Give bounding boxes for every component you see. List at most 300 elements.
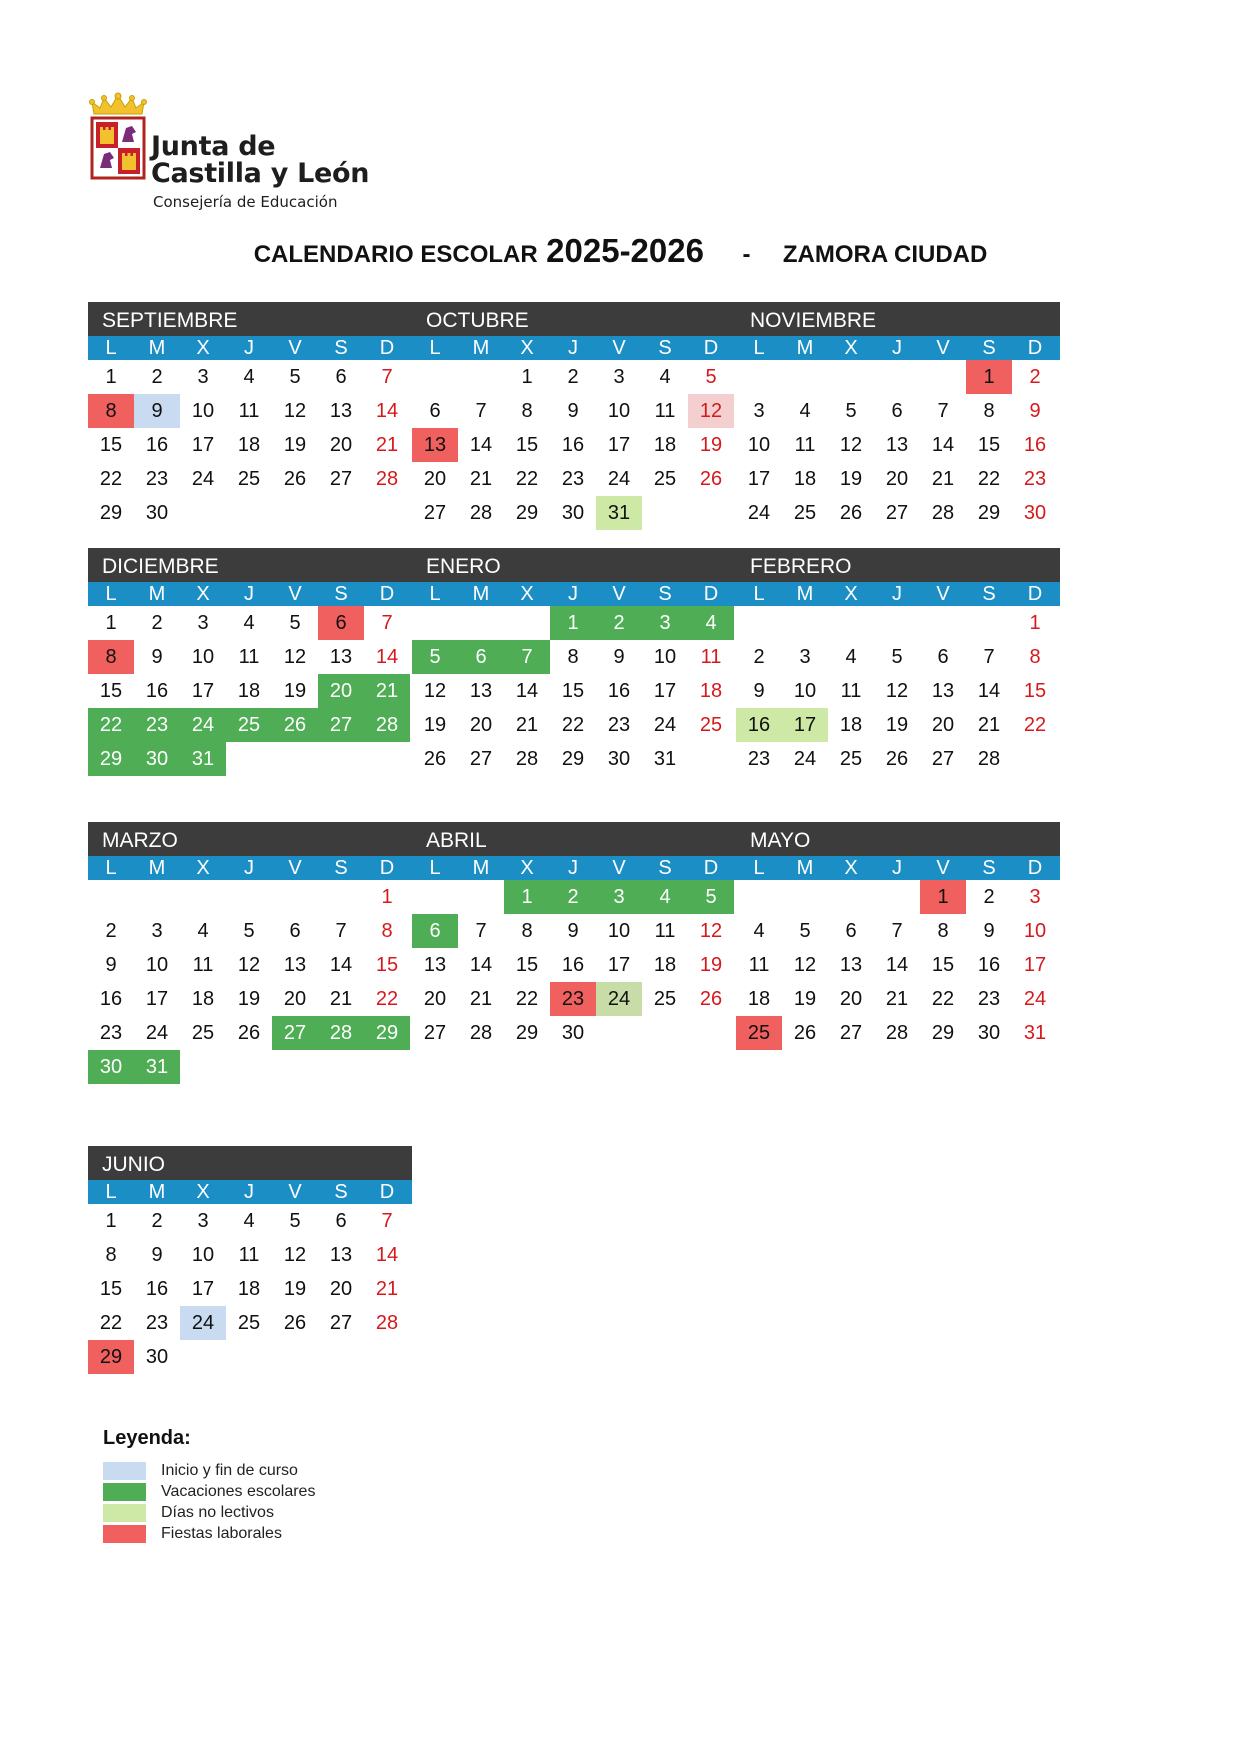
day-cell: 28 [885, 1021, 909, 1044]
day-grid [412, 606, 736, 776]
day-cell: 11 [840, 679, 862, 702]
day-cell: 23 [747, 747, 771, 770]
day-cell: 18 [653, 953, 677, 976]
day-cell: 31 [653, 747, 677, 770]
day-cell: 7 [983, 645, 995, 668]
day-cell: 25 [226, 708, 272, 742]
weekday-label: M [796, 337, 814, 359]
empty-cell [920, 360, 966, 394]
day-cell: 7 [475, 919, 487, 942]
weekday-label: S [658, 337, 672, 359]
weekday-label: D [379, 583, 395, 605]
day-cell: 12 [699, 919, 723, 942]
day-cell: 25 [191, 1021, 215, 1044]
legend-swatch [103, 1525, 146, 1543]
empty-cell [226, 880, 272, 914]
weekday-label: M [472, 337, 490, 359]
day-cell: 3 [613, 365, 625, 388]
weekday-label: D [379, 1181, 395, 1203]
day-cell: 1 [1029, 611, 1041, 634]
month-marzo [88, 822, 412, 1084]
day-cell: 9 [105, 953, 117, 976]
day-cell: 4 [243, 611, 255, 634]
month-enero [412, 548, 736, 776]
day-cell: 7 [475, 399, 487, 422]
weekday-label: J [244, 583, 254, 605]
day-cell: 25 [793, 501, 817, 524]
month-name: JUNIO [88, 1146, 412, 1180]
day-cell: 14 [375, 399, 399, 422]
day-cell: 15 [515, 433, 539, 456]
day-cell: 1 [105, 611, 117, 634]
day-cell: 19 [283, 1277, 307, 1300]
day-cell: 3 [197, 1209, 209, 1232]
day-cell: 31 [180, 742, 226, 776]
day-cell: 12 [885, 679, 909, 702]
day-cell: 8 [105, 1243, 117, 1266]
day-cell: 26 [699, 987, 723, 1010]
day-cell: 2 [596, 606, 642, 640]
day-cell: 7 [335, 919, 347, 942]
day-cell: 8 [88, 394, 134, 428]
weekday-label: L [105, 583, 117, 605]
day-cell: 2 [753, 645, 765, 668]
day-cell: 11 [238, 645, 260, 668]
day-cell: 15 [515, 953, 539, 976]
day-cell: 31 [596, 496, 642, 530]
empty-cell [458, 880, 504, 914]
day-cell: 19 [283, 433, 307, 456]
day-cell: 9 [134, 394, 180, 428]
weekday-label: V [612, 337, 626, 359]
weekday-label: V [612, 857, 626, 879]
day-cell: 13 [931, 679, 955, 702]
day-cell: 11 [654, 919, 676, 942]
day-cell: 4 [243, 365, 255, 388]
day-cell: 21 [515, 713, 539, 736]
day-cell: 8 [521, 919, 533, 942]
weekday-label: X [196, 857, 210, 879]
day-cell: 23 [550, 982, 596, 1016]
month-mayo [736, 822, 1060, 1050]
day-cell: 7 [937, 399, 949, 422]
title-years: 2025-2026 [546, 232, 704, 269]
weekday-label: X [196, 1181, 210, 1203]
empty-cell [736, 606, 782, 640]
weekday-label: J [568, 583, 578, 605]
day-cell: 28 [977, 747, 1001, 770]
org-name-line1: Junta de [151, 131, 276, 162]
day-cell: 2 [151, 365, 163, 388]
day-cell: 5 [289, 365, 301, 388]
day-cell: 11 [794, 433, 816, 456]
day-cell: 20 [318, 674, 364, 708]
day-cell: 1 [105, 1209, 117, 1232]
title-prefix: CALENDARIO ESCOLAR [253, 241, 538, 268]
day-cell: 31 [1023, 1021, 1047, 1044]
day-cell: 28 [375, 467, 399, 490]
day-cell: 27 [469, 747, 493, 770]
day-cell: 2 [105, 919, 117, 942]
day-cell: 17 [607, 433, 631, 456]
day-cell: 5 [799, 919, 811, 942]
empty-cell [412, 880, 458, 914]
day-cell: 11 [748, 953, 770, 976]
day-cell: 5 [289, 611, 301, 634]
day-cell: 25 [736, 1016, 782, 1050]
weekday-label: M [796, 857, 814, 879]
legend-title: Leyenda: [103, 1427, 191, 1449]
legend-label: Vacaciones escolares [161, 1482, 316, 1500]
weekday-header [88, 582, 412, 606]
day-cell: 12 [283, 645, 307, 668]
day-cell: 29 [99, 501, 123, 524]
day-cell: 16 [736, 708, 782, 742]
month-octubre [412, 302, 736, 530]
org-department: Consejería de Educación [153, 193, 338, 211]
day-cell: 28 [375, 1311, 399, 1334]
day-cell: 21 [931, 467, 955, 490]
weekday-header [412, 856, 736, 880]
day-cell: 21 [329, 987, 353, 1010]
day-cell: 27 [423, 1021, 447, 1044]
day-cell: 19 [793, 987, 817, 1010]
day-cell: 30 [607, 747, 631, 770]
day-cell: 14 [931, 433, 955, 456]
day-cell: 8 [937, 919, 949, 942]
day-cell: 22 [931, 987, 955, 1010]
day-cell: 1 [504, 880, 550, 914]
empty-cell [782, 880, 828, 914]
day-cell: 30 [88, 1050, 134, 1084]
day-cell: 13 [329, 399, 353, 422]
day-grid [412, 880, 736, 1050]
day-cell: 8 [1029, 645, 1041, 668]
day-cell: 24 [191, 467, 215, 490]
day-cell: 18 [839, 713, 863, 736]
day-cell: 12 [688, 394, 734, 428]
day-cell: 6 [845, 919, 857, 942]
day-cell: 7 [381, 1209, 393, 1232]
day-cell: 24 [1023, 987, 1047, 1010]
day-cell: 15 [931, 953, 955, 976]
day-cell: 13 [885, 433, 909, 456]
weekday-label: X [196, 337, 210, 359]
day-cell: 5 [688, 880, 734, 914]
day-cell: 9 [151, 1243, 163, 1266]
day-cell: 13 [283, 953, 307, 976]
weekday-label: V [288, 857, 302, 879]
empty-cell [458, 606, 504, 640]
day-cell: 17 [782, 708, 828, 742]
empty-cell [272, 880, 318, 914]
empty-cell [318, 880, 364, 914]
day-cell: 24 [607, 467, 631, 490]
day-cell: 10 [793, 679, 817, 702]
weekday-label: D [1027, 583, 1043, 605]
org-name-line2: Castilla y León [151, 158, 370, 189]
day-cell: 4 [753, 919, 765, 942]
day-cell: 9 [567, 919, 579, 942]
month-name: DICIEMBRE [88, 548, 412, 582]
day-cell: 13 [329, 645, 353, 668]
day-cell: 27 [318, 708, 364, 742]
day-cell: 21 [469, 987, 493, 1010]
legend-swatch [103, 1504, 146, 1522]
weekday-label: L [753, 583, 765, 605]
weekday-label: V [936, 857, 950, 879]
day-cell: 15 [99, 1277, 123, 1300]
day-cell: 18 [747, 987, 771, 1010]
day-cell: 25 [653, 467, 677, 490]
month-name: MAYO [736, 822, 1060, 856]
day-cell: 28 [469, 1021, 493, 1044]
day-cell: 1 [105, 365, 117, 388]
weekday-label: D [379, 337, 395, 359]
day-cell: 3 [799, 645, 811, 668]
day-cell: 2 [1029, 365, 1041, 388]
day-cell: 10 [191, 399, 215, 422]
weekday-label: X [520, 857, 534, 879]
day-cell: 29 [88, 742, 134, 776]
month-name: NOVIEMBRE [736, 302, 1060, 336]
month-name: ENERO [412, 548, 736, 582]
month-febrero [736, 548, 1060, 776]
day-cell: 23 [977, 987, 1001, 1010]
day-cell: 1 [381, 885, 393, 908]
day-cell: 24 [653, 713, 677, 736]
legend-item [103, 1460, 315, 1481]
day-cell: 29 [977, 501, 1001, 524]
empty-cell [180, 880, 226, 914]
legend-swatch [103, 1462, 146, 1480]
day-cell: 12 [237, 953, 261, 976]
empty-cell [412, 606, 458, 640]
day-cell: 14 [375, 645, 399, 668]
day-cell: 14 [885, 953, 909, 976]
day-cell: 30 [134, 742, 180, 776]
day-cell: 9 [567, 399, 579, 422]
day-cell: 24 [180, 708, 226, 742]
day-cell: 21 [375, 433, 399, 456]
day-cell: 16 [99, 987, 123, 1010]
day-cell: 20 [885, 467, 909, 490]
day-cell: 10 [607, 399, 631, 422]
day-cell: 30 [145, 501, 169, 524]
day-cell: 18 [237, 433, 261, 456]
day-cell: 18 [237, 1277, 261, 1300]
day-cell: 30 [561, 1021, 585, 1044]
weekday-label: S [982, 857, 996, 879]
day-cell: 26 [699, 467, 723, 490]
day-cell: 10 [1023, 919, 1047, 942]
weekday-label: V [288, 337, 302, 359]
day-cell: 13 [412, 428, 458, 462]
day-cell: 24 [180, 1306, 226, 1340]
day-cell: 14 [469, 433, 493, 456]
day-cell: 6 [458, 640, 504, 674]
day-cell: 16 [145, 679, 169, 702]
day-cell: 21 [885, 987, 909, 1010]
day-cell: 3 [1029, 885, 1041, 908]
day-cell: 10 [191, 645, 215, 668]
day-cell: 29 [515, 1021, 539, 1044]
day-cell: 5 [891, 645, 903, 668]
day-cell: 12 [423, 679, 447, 702]
day-cell: 17 [191, 679, 215, 702]
day-cell: 9 [983, 919, 995, 942]
month-name: SEPTIEMBRE [88, 302, 412, 336]
weekday-label: M [148, 337, 166, 359]
month-noviembre [736, 302, 1060, 530]
day-cell: 22 [99, 1311, 123, 1334]
day-cell: 17 [607, 953, 631, 976]
day-cell: 8 [521, 399, 533, 422]
weekday-label: D [703, 337, 719, 359]
day-cell: 22 [515, 987, 539, 1010]
day-cell: 21 [364, 674, 410, 708]
day-cell: 30 [977, 1021, 1001, 1044]
day-cell: 31 [134, 1050, 180, 1084]
weekday-label: X [196, 583, 210, 605]
day-cell: 18 [191, 987, 215, 1010]
day-cell: 28 [364, 708, 410, 742]
legend-item [103, 1523, 315, 1544]
weekday-label: L [105, 337, 117, 359]
day-cell: 25 [653, 987, 677, 1010]
day-cell: 16 [145, 1277, 169, 1300]
day-cell: 27 [329, 467, 353, 490]
weekday-label: L [429, 337, 441, 359]
day-cell: 17 [191, 1277, 215, 1300]
day-cell: 30 [145, 1345, 169, 1368]
day-cell: 27 [885, 501, 909, 524]
day-cell: 19 [839, 467, 863, 490]
day-cell: 4 [845, 645, 857, 668]
day-cell: 15 [375, 953, 399, 976]
weekday-label: L [429, 857, 441, 879]
day-cell: 16 [1023, 433, 1047, 456]
weekday-label: X [520, 583, 534, 605]
day-cell: 6 [429, 399, 441, 422]
day-cell: 2 [151, 1209, 163, 1232]
day-cell: 16 [561, 433, 585, 456]
day-cell: 8 [88, 640, 134, 674]
empty-cell [736, 880, 782, 914]
weekday-label: M [148, 1181, 166, 1203]
day-cell: 9 [753, 679, 765, 702]
weekday-label: D [1027, 857, 1043, 879]
day-cell: 14 [375, 1243, 399, 1266]
weekday-label: S [334, 583, 348, 605]
day-cell: 15 [99, 679, 123, 702]
day-cell: 20 [423, 467, 447, 490]
day-cell: 27 [839, 1021, 863, 1044]
day-cell: 10 [191, 1243, 215, 1266]
day-cell: 10 [607, 919, 631, 942]
weekday-label: M [472, 857, 490, 879]
day-cell: 1 [920, 880, 966, 914]
empty-cell [736, 360, 782, 394]
day-cell: 15 [99, 433, 123, 456]
day-cell: 16 [561, 953, 585, 976]
empty-cell [504, 606, 550, 640]
weekday-label: L [753, 337, 765, 359]
day-cell: 8 [567, 645, 579, 668]
day-cell: 3 [151, 919, 163, 942]
day-cell: 19 [283, 679, 307, 702]
day-grid [736, 880, 1060, 1050]
day-cell: 23 [1023, 467, 1047, 490]
weekday-header [412, 582, 736, 606]
day-cell: 9 [151, 645, 163, 668]
legend-label: Días no lectivos [161, 1503, 274, 1521]
day-cell: 12 [839, 433, 863, 456]
day-cell: 21 [469, 467, 493, 490]
legend-label: Fiestas laborales [161, 1524, 282, 1542]
day-cell: 12 [283, 399, 307, 422]
day-cell: 6 [937, 645, 949, 668]
day-cell: 4 [659, 365, 671, 388]
weekday-label: S [334, 337, 348, 359]
day-cell: 9 [613, 645, 625, 668]
weekday-header [88, 336, 412, 360]
day-cell: 20 [329, 1277, 353, 1300]
day-cell: 22 [561, 713, 585, 736]
weekday-label: J [892, 583, 902, 605]
title-place: ZAMORA CIUDAD [782, 241, 988, 268]
empty-cell [920, 606, 966, 640]
day-cell: 25 [699, 713, 723, 736]
day-cell: 30 [561, 501, 585, 524]
weekday-label: J [244, 337, 254, 359]
month-junio [88, 1146, 412, 1374]
weekday-label: S [982, 337, 996, 359]
day-cell: 1 [966, 360, 1012, 394]
weekday-label: S [334, 1181, 348, 1203]
day-cell: 17 [653, 679, 677, 702]
weekday-label: V [936, 337, 950, 359]
weekday-label: J [568, 337, 578, 359]
day-cell: 7 [504, 640, 550, 674]
month-abril [412, 822, 736, 1050]
weekday-header [412, 336, 736, 360]
day-cell: 13 [469, 679, 493, 702]
day-cell: 1 [521, 365, 533, 388]
day-cell: 19 [237, 987, 261, 1010]
weekday-header [736, 336, 1060, 360]
day-cell: 23 [145, 467, 169, 490]
day-cell: 14 [977, 679, 1001, 702]
day-cell: 20 [931, 713, 955, 736]
day-grid [88, 1204, 412, 1374]
weekday-header [88, 856, 412, 880]
weekday-label: M [472, 583, 490, 605]
day-cell: 20 [283, 987, 307, 1010]
month-name: OCTUBRE [412, 302, 736, 336]
day-cell: 19 [699, 433, 723, 456]
day-cell: 29 [561, 747, 585, 770]
legend-item [103, 1502, 315, 1523]
day-cell: 20 [423, 987, 447, 1010]
day-cell: 1 [550, 606, 596, 640]
day-cell: 29 [88, 1340, 134, 1374]
day-cell: 26 [423, 747, 447, 770]
day-cell: 22 [515, 467, 539, 490]
day-cell: 26 [793, 1021, 817, 1044]
day-cell: 28 [515, 747, 539, 770]
weekday-label: S [658, 857, 672, 879]
